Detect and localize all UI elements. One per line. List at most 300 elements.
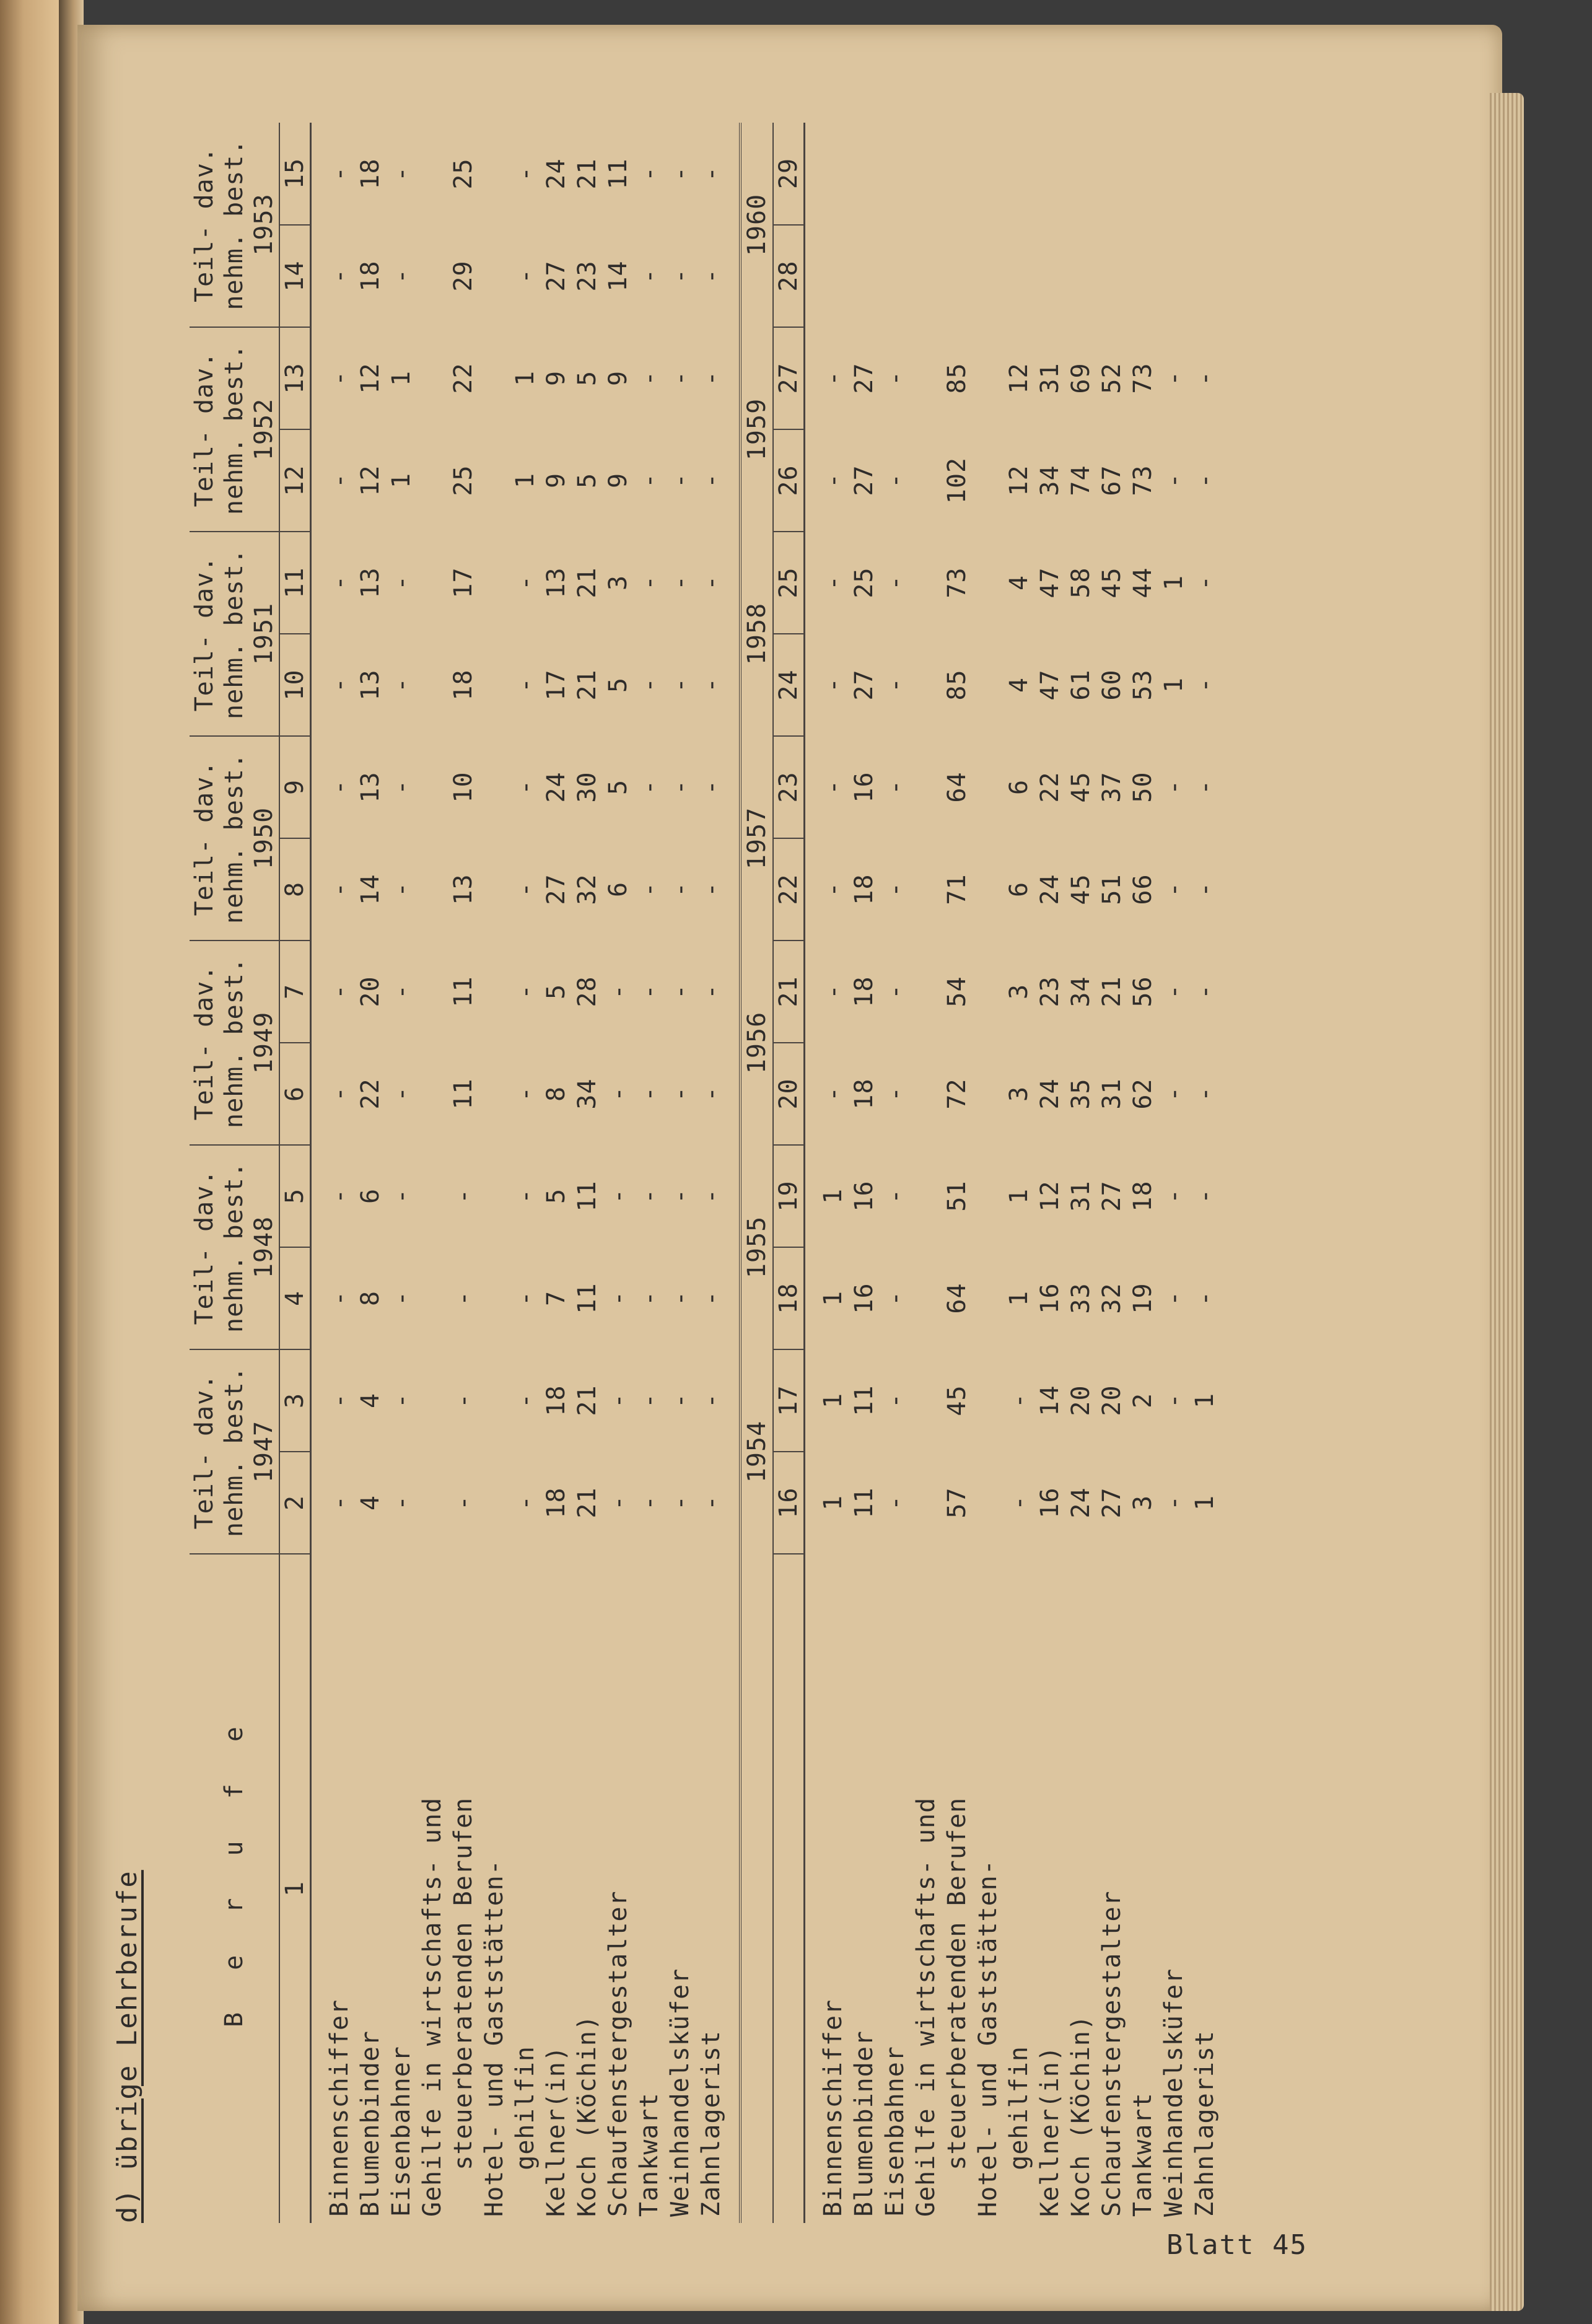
value-cell [911,429,942,532]
table-row [1158,123,1189,2223]
value-cell: - [1191,881,1219,898]
value-cell: - [511,983,540,1000]
value-cell [417,532,448,634]
year-1950-header: Teil- dav. nehm. best. 1950 [190,736,279,941]
value-cell: 30 [573,771,601,803]
value-cell [1158,225,1189,327]
value-cell: 12 [356,465,385,496]
value-cell: 29 [449,260,478,292]
value-cell [880,123,911,225]
value-cell: 4 [1005,574,1033,591]
value-cell: 11 [449,976,478,1007]
beruf-name: Weinhandelsküfer [1160,1968,1188,2217]
value-cell: - [635,1188,663,1204]
value-cell: - [1005,1494,1033,1511]
value-cell: 10 [449,771,478,803]
value-cell [1189,123,1220,225]
value-cell: 31 [1036,362,1064,394]
value-cell [479,838,510,941]
value-cell: - [666,268,694,284]
value-cell [417,634,448,736]
value-cell [417,736,448,838]
value-cell [417,123,448,225]
value-cell [417,327,448,429]
value-cell: - [1160,983,1188,1000]
value-cell: - [666,472,694,489]
year-1952-header: Teil- dav. nehm. best. 1952 [190,327,279,532]
value-cell: - [697,574,725,591]
value-cell: 66 [1129,874,1157,905]
beruf-name: Schaufenstergestalter [1098,1890,1126,2217]
value-cell: 9 [542,472,571,489]
value-cell: - [819,881,847,898]
value-cell: - [697,881,725,898]
value-cell: - [511,1290,540,1307]
beruf-name: gehilfin [1005,2046,1033,2217]
value-cell: 7 [542,1290,571,1307]
value-cell: - [325,268,354,284]
value-cell: 12 [1036,1180,1064,1212]
value-cell: 67 [1098,465,1126,496]
value-cell: - [387,1494,416,1511]
value-cell: 1 [511,472,540,489]
value-cell: 54 [943,976,971,1007]
colnum: 28 [773,225,805,327]
value-cell: 102 [943,457,971,504]
value-cell: - [819,983,847,1000]
value-cell: 6 [1005,779,1033,796]
value-cell: 16 [1036,1283,1064,1314]
value-cell [417,838,448,941]
value-cell: - [1191,574,1219,591]
apprenticeship-table [190,123,1220,2223]
value-cell: - [387,677,416,693]
colnum: 21 [773,941,805,1043]
rotated-table-content [103,104,1311,2223]
value-cell: 5 [573,370,601,387]
value-cell: - [635,677,663,693]
value-cell: 16 [850,771,878,803]
year-1959-header: 1959 [740,327,773,532]
value-cell: - [511,779,540,796]
value-cell: - [1191,677,1219,693]
value-cell: 51 [943,1180,971,1212]
value-cell: - [881,779,909,796]
value-cell: 4 [356,1392,385,1409]
value-cell: 13 [356,669,385,701]
value-cell: - [666,1494,694,1511]
value-cell: 21 [573,567,601,599]
value-cell: 12 [1005,362,1033,394]
blank-cell [740,1554,773,2223]
value-cell: 34 [1067,976,1095,1007]
left-page-edge [0,0,59,2324]
value-cell: - [387,1392,416,1409]
value-cell [973,1452,1004,1554]
beruf-name: Zahnlagerist [697,2030,725,2217]
value-cell: - [604,1290,632,1307]
value-cell: - [387,1188,416,1204]
value-cell: - [1160,1188,1188,1204]
value-cell: 27 [542,874,571,905]
beruf-name: Weinhandelsküfer [666,1968,694,2217]
value-cell [479,225,510,327]
header-1954-1960 [740,123,805,2223]
value-cell: - [666,574,694,591]
value-cell: 1 [387,472,416,489]
value-cell: 51 [1098,874,1126,905]
value-cell [973,1247,1004,1349]
value-cell: 16 [850,1180,878,1212]
value-cell: 45 [1067,771,1095,803]
value-cell: - [1005,1392,1033,1409]
value-cell: 62 [1129,1078,1157,1110]
value-cell: - [635,1290,663,1307]
value-cell: 27 [850,362,878,394]
value-cell: 44 [1129,567,1157,599]
value-cell: - [387,1085,416,1102]
value-cell: 11 [573,1180,601,1212]
value-cell: 72 [943,1078,971,1110]
value-cell: - [1191,370,1219,387]
value-cell [479,736,510,838]
value-cell: 9 [604,370,632,387]
value-cell [479,1349,510,1452]
beruf-name: Tankwart [635,2092,663,2217]
value-cell: - [387,268,416,284]
value-cell: - [635,268,663,284]
value-cell: 3 [604,574,632,591]
value-cell: - [511,1392,540,1409]
beruf-name: Koch (Köchin) [1067,2014,1095,2217]
value-cell: 5 [542,983,571,1000]
value-cell: - [1160,370,1188,387]
value-cell: - [387,574,416,591]
value-cell [973,1145,1004,1247]
value-cell [973,429,1004,532]
value-cell [911,1349,942,1452]
value-cell [1065,123,1096,225]
value-cell [1096,123,1127,225]
table-row [1189,123,1220,2223]
value-cell [479,1452,510,1554]
value-cell [849,225,880,327]
value-cell: 1 [819,1188,847,1204]
value-cell: 27 [1098,1487,1126,1519]
value-cell: - [635,881,663,898]
colnum: 2 [279,1452,311,1554]
value-cell [973,1043,1004,1145]
value-cell: - [387,983,416,1000]
beruf-name: Zahnlagerist [1191,2030,1219,2217]
value-cell: 73 [943,567,971,599]
value-cell: - [697,1188,725,1204]
value-cell: 1 [1191,1494,1219,1511]
colnum: 4 [279,1247,311,1349]
value-cell: 34 [573,1078,601,1110]
value-cell [805,225,849,327]
value-cell [973,1349,1004,1452]
value-cell: - [511,165,540,182]
value-cell: - [881,370,909,387]
value-cell: - [449,1188,478,1204]
value-cell: - [1191,1188,1219,1204]
value-cell: 32 [1098,1283,1126,1314]
value-cell: 12 [356,362,385,394]
value-cell [911,1452,942,1554]
value-cell: - [881,1188,909,1204]
value-cell: 6 [356,1188,385,1204]
colnum: 29 [773,123,805,225]
value-cell: - [666,1290,694,1307]
table-row [665,123,696,2223]
table-row [634,123,665,2223]
value-cell: - [666,370,694,387]
value-cell: 1 [819,1392,847,1409]
value-cell: 25 [449,158,478,190]
beruf-name: Binnenschiffer [325,1999,354,2217]
value-cell: 58 [1067,567,1095,599]
value-cell: 18 [1129,1180,1157,1212]
value-cell: 4 [1005,677,1033,693]
value-cell [973,941,1004,1043]
value-cell: 25 [449,465,478,496]
value-cell: - [635,574,663,591]
colnum: 17 [773,1349,805,1452]
value-cell: 6 [1005,881,1033,898]
value-cell: - [666,881,694,898]
value-cell [479,1247,510,1349]
table-row [510,123,541,2223]
column-number-row-b [773,123,805,2223]
beruf-name: Kellner(in) [1036,2046,1064,2217]
value-cell: 85 [943,362,971,394]
colnum: 10 [279,634,311,736]
colnum: 8 [279,838,311,941]
value-cell: 11 [850,1385,878,1416]
value-cell: - [881,881,909,898]
value-cell: - [1191,472,1219,489]
value-cell [479,941,510,1043]
value-cell: 47 [1036,669,1064,701]
value-cell: 1 [387,370,416,387]
colnum: 7 [279,941,311,1043]
beruf-name: Gehilfe in wirtschafts- und [418,1797,447,2217]
table-row [572,123,603,2223]
value-cell: 35 [1067,1078,1095,1110]
value-cell: 4 [356,1494,385,1511]
beruf-name: Schaufenstergestalter [604,1890,632,2217]
value-cell [1096,225,1127,327]
value-cell [911,634,942,736]
value-cell [479,532,510,634]
value-cell: 11 [850,1487,878,1519]
value-cell: - [325,370,354,387]
value-cell: - [635,165,663,182]
value-cell: 18 [356,260,385,292]
value-cell: 1 [1160,574,1188,591]
colnum: 27 [773,327,805,429]
table-row [696,123,727,2223]
spacer [727,123,740,2223]
value-cell: 18 [850,1078,878,1110]
value-cell: 16 [1036,1487,1064,1519]
value-cell: - [635,1494,663,1511]
berufe-header: B e r u f e [220,1713,248,2027]
value-cell: - [881,1085,909,1102]
beruf-name: Eisenbahner [881,2046,909,2217]
colnum: 13 [279,327,311,429]
year-row-b [740,123,773,2223]
value-cell: - [1160,881,1188,898]
value-cell: - [1160,1085,1188,1102]
value-cell: 50 [1129,771,1157,803]
value-cell: - [1160,1290,1188,1307]
value-cell: - [325,881,354,898]
value-cell [973,225,1004,327]
value-cell [973,532,1004,634]
value-cell: 32 [573,874,601,905]
value-cell [942,225,973,327]
value-cell [942,123,973,225]
value-cell: - [1191,983,1219,1000]
value-cell [1189,225,1220,327]
table-row [942,123,973,2223]
value-cell: - [881,1290,909,1307]
colnum: 16 [773,1452,805,1554]
table-row [386,123,417,2223]
value-cell: 45 [1067,874,1095,905]
value-cell: 1 [1191,1392,1219,1409]
value-cell: - [511,574,540,591]
value-cell: 56 [1129,976,1157,1007]
value-cell [880,225,911,327]
value-cell: - [819,472,847,489]
colnum: 11 [279,532,311,634]
value-cell [417,1349,448,1452]
year-1957-header: 1957 [740,736,773,941]
colnum: 19 [773,1145,805,1247]
value-cell [479,429,510,532]
value-cell: - [1191,1085,1219,1102]
value-cell: 47 [1036,567,1064,599]
year-1953-header: Teil- dav. nehm. best. 1953 [190,123,279,327]
table-body-1947-1953 [311,123,727,2223]
value-cell [911,327,942,429]
value-cell [911,1247,942,1349]
beruf-name: Binnenschiffer [819,1999,847,2217]
table-row [911,123,942,2223]
value-cell: 9 [542,370,571,387]
value-cell: 11 [449,1078,478,1110]
value-cell: - [1191,1290,1219,1307]
value-cell: 24 [1036,874,1064,905]
value-cell: 37 [1098,771,1126,803]
value-cell [417,1247,448,1349]
value-cell [1034,123,1065,225]
value-cell [417,429,448,532]
value-cell [1158,123,1189,225]
value-cell: 33 [1067,1283,1095,1314]
value-cell: 16 [850,1283,878,1314]
value-cell: 20 [1067,1385,1095,1416]
value-cell: - [635,1085,663,1102]
colnum: 25 [773,532,805,634]
value-cell: 18 [542,1487,571,1519]
value-cell [417,1452,448,1554]
value-cell: - [881,983,909,1000]
value-cell: 24 [1036,1078,1064,1110]
value-cell: 18 [356,158,385,190]
value-cell: - [1160,1392,1188,1409]
value-cell: - [635,370,663,387]
value-cell: - [697,165,725,182]
value-cell: 9 [604,472,632,489]
value-cell [1127,123,1158,225]
value-cell: 13 [449,874,478,905]
year-1949-header: Teil- dav. nehm. best. 1949 [190,941,279,1145]
value-cell [479,327,510,429]
value-cell [911,1043,942,1145]
value-cell: - [819,574,847,591]
value-cell [973,327,1004,429]
value-cell [417,225,448,327]
value-cell: - [635,983,663,1000]
value-cell [911,838,942,941]
value-cell: - [1191,779,1219,796]
value-cell: 1 [1005,1188,1033,1204]
value-cell: - [511,1085,540,1102]
value-cell [849,123,880,225]
value-cell: - [666,1188,694,1204]
value-cell: 17 [542,669,571,701]
value-cell: 19 [1129,1283,1157,1314]
value-cell: - [604,1392,632,1409]
table-row [603,123,634,2223]
beruf-name: steuerberatenden Berufen [943,1797,971,2217]
value-cell: - [604,1085,632,1102]
value-cell [479,1145,510,1247]
table-row [1065,123,1096,2223]
value-cell: 8 [356,1290,385,1307]
table-row [448,123,479,2223]
value-cell: - [1160,472,1188,489]
value-cell: 13 [356,567,385,599]
beruf-name: Hotel- und Gaststätten- [974,1859,1002,2217]
value-cell: 53 [1129,669,1157,701]
value-cell: 45 [1098,567,1126,599]
value-cell: 18 [542,1385,571,1416]
value-cell: - [697,268,725,284]
value-cell [417,1145,448,1247]
value-cell: 73 [1129,362,1157,394]
beruf-name: Gehilfe in wirtschafts- und [912,1797,940,2217]
value-cell: 20 [356,976,385,1007]
year-1955-header: 1955 [740,1145,773,1349]
value-cell: 5 [604,677,632,693]
value-cell: 24 [542,158,571,190]
section-heading: d) übrige Lehrberufe [112,1870,143,2223]
value-cell: 12 [1005,465,1033,496]
value-cell: 64 [943,1283,971,1314]
value-cell: 27 [850,669,878,701]
value-cell [805,123,849,225]
value-cell: 61 [1067,669,1095,701]
value-cell: 27 [542,260,571,292]
table-row [880,123,911,2223]
value-cell: 3 [1005,983,1033,1000]
value-cell: 18 [850,874,878,905]
